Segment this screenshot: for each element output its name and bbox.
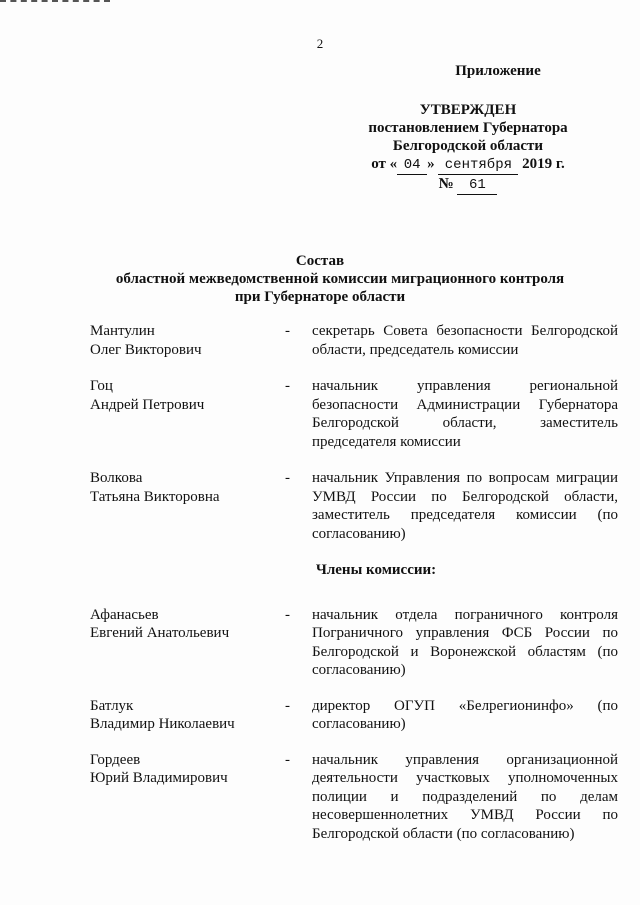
member-surname: Мантулин <box>90 323 155 339</box>
dash-separator: - <box>285 470 290 486</box>
scan-edge-mark <box>0 0 110 4</box>
member-given-name: Евгений Анатольевич <box>90 625 230 641</box>
approved-label: УТВЕРЖДЕН <box>419 102 517 118</box>
member-name <box>90 469 285 506</box>
member-role: директор ОГУП «Белрегионинфо» (по согласованию) <box>312 697 618 732</box>
member-surname: Гоц <box>90 378 113 394</box>
date-prefix: от « <box>371 156 398 172</box>
dash-separator: - <box>285 751 290 768</box>
dash-separator: - <box>285 323 290 339</box>
member-surname: Батлук <box>90 697 134 714</box>
dash-separator: - <box>285 378 290 394</box>
number-value: 61 <box>457 176 497 195</box>
commission-list <box>90 322 618 843</box>
member-role: начальник управления организационной деятельности участковых уполномоченных полиции и подразделений по делам несовершеннолетних УМВД России по Белгородской области (по согласованию) <box>312 751 618 842</box>
date-year: 2019 г. <box>522 156 565 172</box>
list-item <box>90 751 618 844</box>
member-surname: Афанасьев <box>90 606 159 623</box>
appendix-label: Приложение <box>455 63 541 79</box>
member-given-name: Владимир Николаевич <box>90 716 235 732</box>
member-role: начальник отдела пограничного контроля Пограничного управления ФСБ России по Белгородской и Воронежской областям (по согласованию) <box>312 606 618 678</box>
member-name <box>90 377 285 414</box>
approval-number <box>348 175 588 195</box>
list-item <box>90 697 618 734</box>
members-heading: Члены комиссии: <box>315 562 437 578</box>
approval-block <box>348 62 588 195</box>
member-surname: Волкова <box>90 470 143 486</box>
list-item <box>90 606 618 680</box>
title-line-3: при Губернаторе области <box>234 289 406 305</box>
member-role: начальник Управления по вопросам миграции УМВД России по Белгородской области, заместитель председателя комиссии (по согласованию) <box>312 470 618 542</box>
member-name <box>90 606 285 643</box>
dash-separator: - <box>285 606 290 623</box>
title-line-2: областной межведомственной комиссии миграционного контроля <box>115 271 565 287</box>
member-role: секретарь Совета безопасности Белгородской области, председатель комиссии <box>312 323 618 358</box>
date-day: 04 <box>397 156 427 175</box>
date-month: сентября <box>438 156 518 175</box>
approval-line-2: Белгородской области <box>392 138 544 154</box>
member-name <box>90 697 285 734</box>
member-name <box>90 322 285 359</box>
title-line-1: Состав <box>295 253 345 269</box>
member-surname: Гордеев <box>90 751 141 768</box>
list-item <box>90 469 618 543</box>
list-item <box>90 377 618 451</box>
member-given-name: Андрей Петрович <box>90 396 205 413</box>
member-name <box>90 751 285 788</box>
page-number: 2 <box>316 36 324 51</box>
member-role: начальник управления региональной безопасности Администрации Губернатора Белгородской области, заместитель председателя комиссии <box>312 378 618 450</box>
member-given-name: Юрий Владимирович <box>90 770 228 786</box>
approval-line-1: постановлением Губернатора <box>368 120 568 136</box>
document-title <box>0 252 640 306</box>
list-item <box>90 322 618 359</box>
member-given-name: Олег Викторович <box>90 341 202 358</box>
dash-separator: - <box>285 697 290 714</box>
date-mid: » <box>427 156 435 172</box>
approval-date <box>348 155 588 175</box>
number-prefix: № <box>438 176 454 192</box>
member-given-name: Татьяна Викторовна <box>90 488 220 505</box>
